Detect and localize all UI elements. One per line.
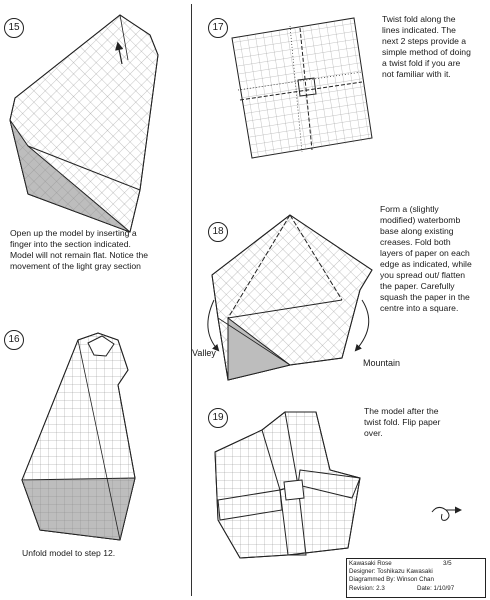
revision: Revision: 2.3 [349, 585, 385, 592]
step-16-number: 16 [4, 330, 24, 350]
step-17-figure [232, 18, 373, 159]
step-17-caption: Twist fold along the lines indicated. The next 2 steps provide a simple method of doing a twist fold if you are not familiar with it. [382, 14, 471, 79]
title-block [346, 558, 486, 598]
diagrammer: Diagrammed By: Winson Chan [349, 576, 434, 583]
page-number: 3/5 [443, 560, 452, 567]
date: Date: 1/10/97 [417, 585, 455, 592]
step-18-figure [208, 215, 372, 380]
step-15-figure [10, 15, 158, 232]
designer: Designer: Toshikazu Kawasaki [349, 568, 433, 575]
mountain-arrow [356, 300, 369, 350]
step-18-number: 18 [208, 222, 228, 242]
flip-over-icon [432, 507, 449, 520]
valley-label: Valley [192, 348, 216, 358]
step-15-caption: Open up the model by inserting a finger into the section indicated. Model will not remain flat. Notice the movement of the light gray section [10, 228, 149, 271]
model-name: Kawasaki Rose [349, 560, 392, 567]
mountain-label: Mountain [363, 358, 401, 368]
step-17-number: 17 [208, 18, 228, 38]
step-19-caption: The model after the twist fold. Flip paper over. [364, 406, 441, 438]
step-16-figure [22, 333, 135, 540]
step-19-number: 19 [208, 408, 228, 428]
step-16-caption: Unfold model to step 12. [22, 548, 116, 558]
step-18-caption: Form a (slightly modified) waterbomb base along existing creases. Fold both layers of paper on each edge as indicated, while you spread out/ flatten the paper. Carefully squash the paper in the centre into a square. [380, 204, 472, 313]
step-15-number: 15 [4, 18, 24, 38]
